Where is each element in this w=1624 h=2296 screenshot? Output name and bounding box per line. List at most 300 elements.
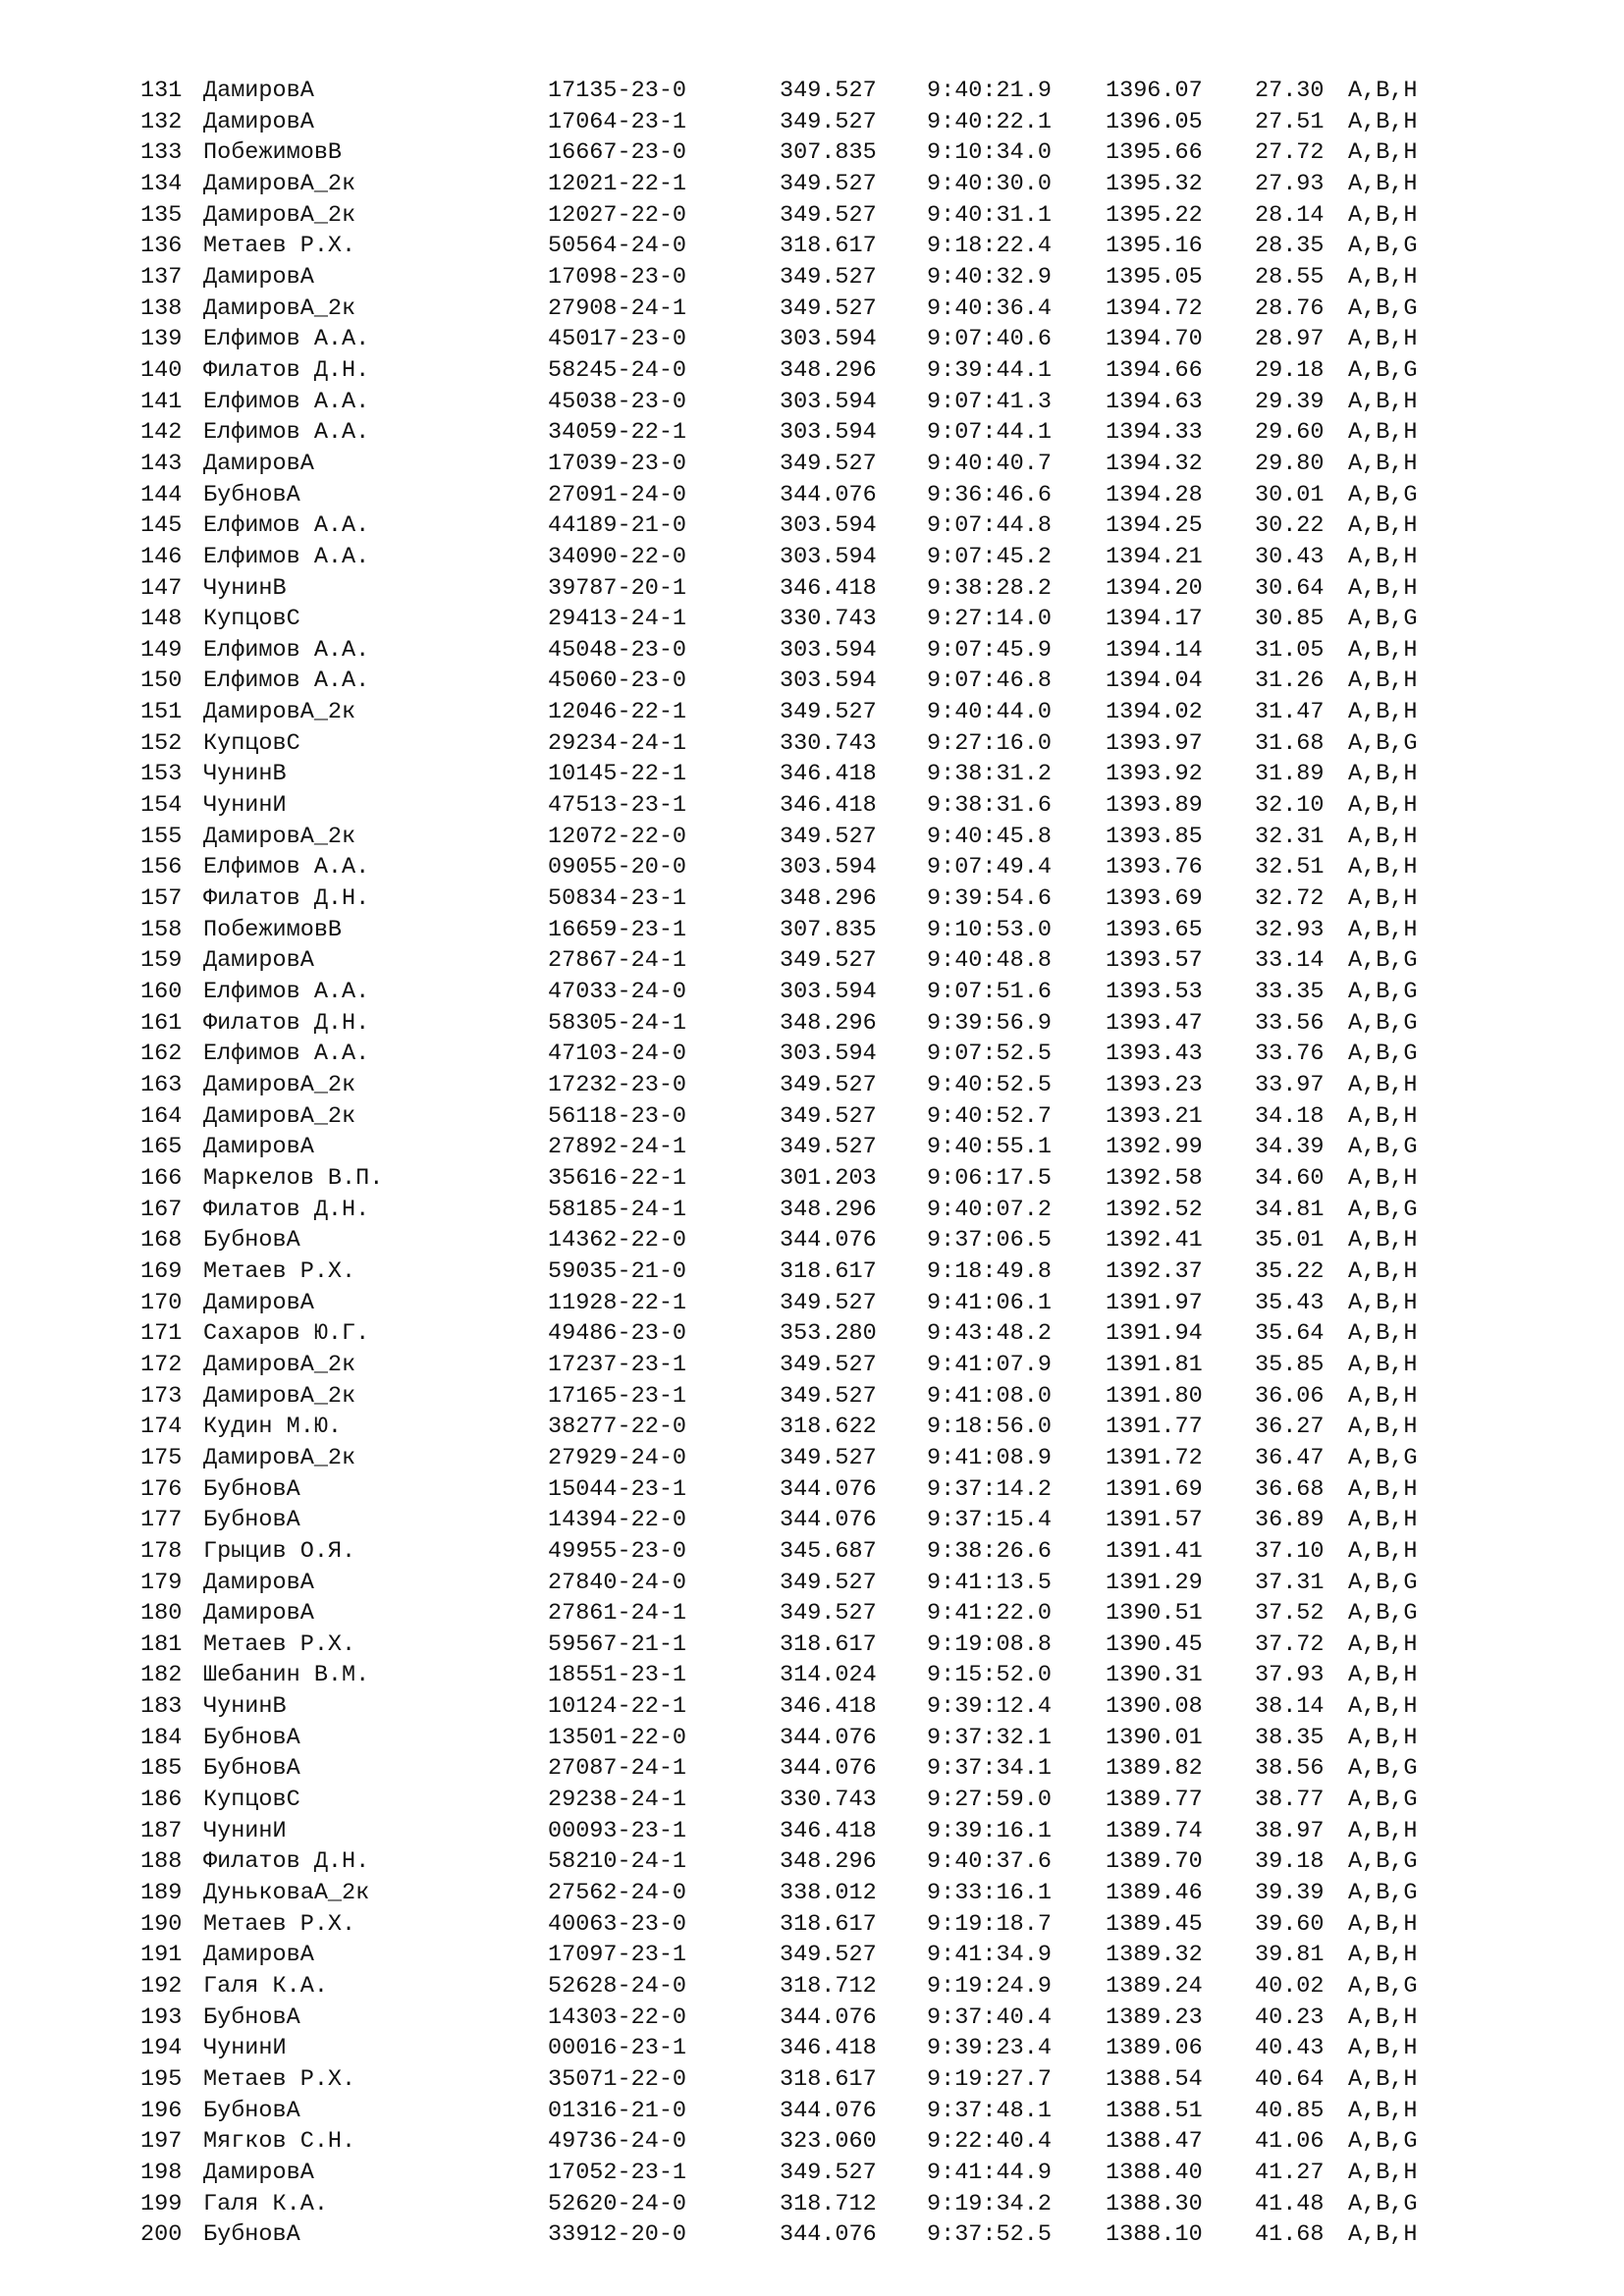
- arrival-time: 9:07:46.8: [927, 667, 1052, 695]
- arrival-time: 9:40:45.8: [927, 823, 1052, 850]
- distance: 349.527: [780, 823, 877, 850]
- place-number: 196: [140, 2097, 183, 2124]
- fancier-name: ДамировА: [203, 450, 314, 477]
- speed: 1393.89: [1106, 792, 1203, 820]
- place-number: 182: [140, 1662, 183, 1689]
- points: 30.85: [1255, 606, 1325, 633]
- result-row: [140, 510, 1535, 542]
- ring-number: 56118-23-0: [548, 1102, 687, 1130]
- points: 33.35: [1255, 979, 1325, 1006]
- arrival-time: 9:39:23.4: [927, 2035, 1052, 2062]
- ring-number: 15044-23-1: [548, 1475, 687, 1503]
- ring-number: 29234-24-1: [548, 729, 687, 757]
- speed: 1393.76: [1106, 854, 1203, 881]
- ring-number: 09055-20-0: [548, 854, 687, 881]
- result-row: [140, 1195, 1535, 1226]
- fancier-name: ПобежимовВ: [203, 139, 343, 167]
- ring-number: 35616-22-1: [548, 1164, 687, 1192]
- groups: A,B,H: [1348, 636, 1418, 664]
- ring-number: 34090-22-0: [548, 543, 687, 570]
- fancier-name: ЧунинВ: [203, 574, 287, 602]
- fancier-name: ДамировА_2к: [203, 1444, 356, 1471]
- groups: A,B,G: [1348, 1196, 1418, 1223]
- groups: A,B,H: [1348, 1320, 1418, 1348]
- speed: 1394.66: [1106, 356, 1203, 384]
- arrival-time: 9:10:53.0: [927, 916, 1052, 943]
- result-row: [140, 1598, 1535, 1629]
- points: 27.51: [1255, 108, 1325, 135]
- ring-number: 00016-23-1: [548, 2035, 687, 2062]
- ring-number: 58210-24-1: [548, 1848, 687, 1876]
- arrival-time: 9:38:28.2: [927, 574, 1052, 602]
- arrival-time: 9:07:44.8: [927, 512, 1052, 540]
- groups: A,B,H: [1348, 916, 1418, 943]
- groups: A,B,G: [1348, 356, 1418, 384]
- arrival-time: 9:40:07.2: [927, 1196, 1052, 1223]
- groups: A,B,G: [1348, 1848, 1418, 1876]
- distance: 303.594: [780, 1041, 877, 1068]
- distance: 303.594: [780, 667, 877, 695]
- result-row: [140, 945, 1535, 977]
- result-row: [140, 1909, 1535, 1941]
- fancier-name: ДамировА: [203, 263, 314, 291]
- groups: A,B,G: [1348, 947, 1418, 975]
- place-number: 200: [140, 2221, 183, 2249]
- fancier-name: КупцовС: [203, 729, 300, 757]
- fancier-name: БубновА: [203, 2003, 300, 2031]
- place-number: 154: [140, 792, 183, 820]
- distance: 307.835: [780, 916, 877, 943]
- distance: 349.527: [780, 1102, 877, 1130]
- speed: 1394.28: [1106, 481, 1203, 508]
- distance: 344.076: [780, 1755, 877, 1783]
- fancier-name: ДамировА: [203, 108, 314, 135]
- arrival-time: 9:37:15.4: [927, 1507, 1052, 1534]
- arrival-time: 9:37:48.1: [927, 2097, 1052, 2124]
- points: 31.05: [1255, 636, 1325, 664]
- result-row: [140, 2189, 1535, 2220]
- distance: 349.527: [780, 450, 877, 477]
- arrival-time: 9:40:32.9: [927, 263, 1052, 291]
- ring-number: 18551-23-1: [548, 1662, 687, 1689]
- result-row: [140, 1753, 1535, 1785]
- groups: A,B,H: [1348, 2035, 1418, 2062]
- distance: 318.617: [780, 1910, 877, 1938]
- fancier-name: Елфимов А.А.: [203, 1041, 370, 1068]
- groups: A,B,H: [1348, 1351, 1418, 1378]
- result-row: [140, 1008, 1535, 1040]
- arrival-time: 9:40:48.8: [927, 947, 1052, 975]
- groups: A,B,H: [1348, 885, 1418, 913]
- points: 33.14: [1255, 947, 1325, 975]
- result-row: [140, 1660, 1535, 1691]
- fancier-name: Елфимов А.А.: [203, 388, 370, 415]
- points: 27.93: [1255, 170, 1325, 197]
- groups: A,B,G: [1348, 1880, 1418, 1907]
- speed: 1389.77: [1106, 1787, 1203, 1814]
- place-number: 145: [140, 512, 183, 540]
- arrival-time: 9:18:22.4: [927, 233, 1052, 260]
- speed: 1391.80: [1106, 1382, 1203, 1410]
- speed: 1391.72: [1106, 1444, 1203, 1471]
- place-number: 157: [140, 885, 183, 913]
- distance: 349.527: [780, 1942, 877, 1969]
- fancier-name: БубновА: [203, 1755, 300, 1783]
- distance: 344.076: [780, 1507, 877, 1534]
- groups: A,B,H: [1348, 1414, 1418, 1441]
- result-row: [140, 542, 1535, 573]
- groups: A,B,H: [1348, 1537, 1418, 1565]
- groups: A,B,H: [1348, 1227, 1418, 1255]
- distance: 330.743: [780, 606, 877, 633]
- points: 39.39: [1255, 1880, 1325, 1907]
- ring-number: 33912-20-0: [548, 2221, 687, 2249]
- groups: A,B,H: [1348, 854, 1418, 881]
- speed: 1392.41: [1106, 1227, 1203, 1255]
- arrival-time: 9:38:31.6: [927, 792, 1052, 820]
- points: 28.55: [1255, 263, 1325, 291]
- speed: 1389.82: [1106, 1755, 1203, 1783]
- fancier-name: КупцовС: [203, 1787, 300, 1814]
- place-number: 178: [140, 1537, 183, 1565]
- ring-number: 35071-22-0: [548, 2066, 687, 2093]
- fancier-name: ДамировА_2к: [203, 294, 356, 322]
- speed: 1394.14: [1106, 636, 1203, 664]
- fancier-name: Филатов Д.Н.: [203, 1848, 370, 1876]
- results-list: [140, 76, 1535, 2251]
- arrival-time: 9:19:18.7: [927, 1910, 1052, 1938]
- result-row: [140, 1474, 1535, 1506]
- distance: 338.012: [780, 1880, 877, 1907]
- speed: 1394.33: [1106, 419, 1203, 447]
- fancier-name: БубновА: [203, 1507, 300, 1534]
- result-row: [140, 294, 1535, 325]
- ring-number: 49955-23-0: [548, 1537, 687, 1565]
- place-number: 192: [140, 1973, 183, 2001]
- place-number: 150: [140, 667, 183, 695]
- result-row: [140, 387, 1535, 418]
- points: 28.35: [1255, 233, 1325, 260]
- speed: 1394.21: [1106, 543, 1203, 570]
- points: 33.56: [1255, 1009, 1325, 1037]
- arrival-time: 9:43:48.2: [927, 1320, 1052, 1348]
- place-number: 161: [140, 1009, 183, 1037]
- groups: A,B,H: [1348, 1072, 1418, 1098]
- ring-number: 52620-24-0: [548, 2190, 687, 2217]
- speed: 1394.04: [1106, 667, 1203, 695]
- distance: 318.617: [780, 1630, 877, 1658]
- fancier-name: Филатов Д.Н.: [203, 885, 370, 913]
- points: 36.68: [1255, 1475, 1325, 1503]
- place-number: 152: [140, 729, 183, 757]
- fancier-name: БубновА: [203, 1475, 300, 1503]
- distance: 349.527: [780, 170, 877, 197]
- distance: 323.060: [780, 2128, 877, 2156]
- fancier-name: ДамировА: [203, 2159, 314, 2186]
- fancier-name: ДуньковаА_2к: [203, 1880, 370, 1907]
- ring-number: 45048-23-0: [548, 636, 687, 664]
- groups: A,B,H: [1348, 1910, 1418, 1938]
- result-row: [140, 1132, 1535, 1163]
- groups: A,B,H: [1348, 263, 1418, 291]
- points: 40.64: [1255, 2066, 1325, 2093]
- distance: 318.622: [780, 1414, 877, 1441]
- place-number: 140: [140, 356, 183, 384]
- result-row: [140, 2064, 1535, 2096]
- distance: 303.594: [780, 388, 877, 415]
- distance: 349.527: [780, 1444, 877, 1471]
- points: 35.85: [1255, 1351, 1325, 1378]
- points: 35.64: [1255, 1320, 1325, 1348]
- speed: 1389.32: [1106, 1942, 1203, 1969]
- result-row: [140, 728, 1535, 760]
- arrival-time: 9:37:32.1: [927, 1724, 1052, 1751]
- place-number: 141: [140, 388, 183, 415]
- speed: 1390.51: [1106, 1600, 1203, 1628]
- fancier-name: ДамировА_2к: [203, 823, 356, 850]
- result-row: [140, 2219, 1535, 2251]
- groups: A,B,G: [1348, 729, 1418, 757]
- points: 31.68: [1255, 729, 1325, 757]
- ring-number: 29413-24-1: [548, 606, 687, 633]
- distance: 349.527: [780, 699, 877, 726]
- result-row: [140, 231, 1535, 262]
- distance: 301.203: [780, 1164, 877, 1192]
- result-row: [140, 2158, 1535, 2189]
- points: 38.14: [1255, 1693, 1325, 1721]
- speed: 1393.85: [1106, 823, 1203, 850]
- place-number: 136: [140, 233, 183, 260]
- fancier-name: Шебанин В.М.: [203, 1662, 370, 1689]
- distance: 353.280: [780, 1320, 877, 1348]
- fancier-name: ДамировА: [203, 947, 314, 975]
- speed: 1389.06: [1106, 2035, 1203, 2062]
- points: 38.56: [1255, 1755, 1325, 1783]
- distance: 349.527: [780, 1382, 877, 1410]
- fancier-name: Грыцив О.Я.: [203, 1537, 356, 1565]
- arrival-time: 9:18:56.0: [927, 1414, 1052, 1441]
- arrival-time: 9:40:40.7: [927, 450, 1052, 477]
- groups: A,B,G: [1348, 1134, 1418, 1161]
- ring-number: 47103-24-0: [548, 1041, 687, 1068]
- result-row: [140, 1412, 1535, 1443]
- fancier-name: Елфимов А.А.: [203, 326, 370, 353]
- place-number: 199: [140, 2190, 183, 2217]
- arrival-time: 9:38:26.6: [927, 1537, 1052, 1565]
- fancier-name: ДамировА: [203, 1600, 314, 1628]
- fancier-name: Метаев Р.Х.: [203, 233, 356, 260]
- speed: 1388.47: [1106, 2128, 1203, 2156]
- result-row: [140, 977, 1535, 1008]
- place-number: 186: [140, 1787, 183, 1814]
- points: 35.22: [1255, 1257, 1325, 1285]
- arrival-time: 9:07:52.5: [927, 1041, 1052, 1068]
- result-row: [140, 1816, 1535, 1847]
- arrival-time: 9:41:08.9: [927, 1444, 1052, 1471]
- points: 36.89: [1255, 1507, 1325, 1534]
- place-number: 195: [140, 2066, 183, 2093]
- points: 37.10: [1255, 1537, 1325, 1565]
- points: 40.43: [1255, 2035, 1325, 2062]
- ring-number: 27087-24-1: [548, 1755, 687, 1783]
- result-row: [140, 1878, 1535, 1909]
- distance: 307.835: [780, 139, 877, 167]
- ring-number: 10145-22-1: [548, 761, 687, 788]
- groups: A,B,H: [1348, 792, 1418, 820]
- ring-number: 12072-22-0: [548, 823, 687, 850]
- groups: A,B,H: [1348, 699, 1418, 726]
- arrival-time: 9:40:21.9: [927, 78, 1052, 104]
- speed: 1391.29: [1106, 1569, 1203, 1596]
- speed: 1393.23: [1106, 1072, 1203, 1098]
- groups: A,B,H: [1348, 1662, 1418, 1689]
- distance: 349.527: [780, 1289, 877, 1316]
- distance: 349.527: [780, 294, 877, 322]
- speed: 1388.51: [1106, 2097, 1203, 2124]
- speed: 1393.43: [1106, 1041, 1203, 1068]
- fancier-name: Метаев Р.Х.: [203, 2066, 356, 2093]
- arrival-time: 9:39:44.1: [927, 356, 1052, 384]
- groups: A,B,H: [1348, 326, 1418, 353]
- distance: 303.594: [780, 512, 877, 540]
- fancier-name: БубновА: [203, 481, 300, 508]
- groups: A,B,G: [1348, 979, 1418, 1006]
- points: 35.43: [1255, 1289, 1325, 1316]
- distance: 349.527: [780, 201, 877, 229]
- arrival-time: 9:39:12.4: [927, 1693, 1052, 1721]
- arrival-time: 9:19:24.9: [927, 1973, 1052, 2001]
- speed: 1395.32: [1106, 170, 1203, 197]
- ring-number: 12021-22-1: [548, 170, 687, 197]
- points: 40.23: [1255, 2003, 1325, 2031]
- groups: A,B,H: [1348, 2221, 1418, 2249]
- arrival-time: 9:40:55.1: [927, 1134, 1052, 1161]
- result-row: [140, 449, 1535, 480]
- ring-number: 50564-24-0: [548, 233, 687, 260]
- distance: 346.418: [780, 792, 877, 820]
- groups: A,B,H: [1348, 1382, 1418, 1410]
- groups: A,B,H: [1348, 1257, 1418, 1285]
- fancier-name: ДамировА: [203, 1569, 314, 1596]
- arrival-time: 9:06:17.5: [927, 1164, 1052, 1192]
- distance: 303.594: [780, 854, 877, 881]
- place-number: 151: [140, 699, 183, 726]
- points: 38.77: [1255, 1787, 1325, 1814]
- fancier-name: ДамировА_2к: [203, 1351, 356, 1378]
- groups: A,B,G: [1348, 1041, 1418, 1068]
- arrival-time: 9:07:44.1: [927, 419, 1052, 447]
- points: 33.97: [1255, 1072, 1325, 1098]
- points: 37.72: [1255, 1630, 1325, 1658]
- arrival-time: 9:22:40.4: [927, 2128, 1052, 2156]
- fancier-name: Филатов Д.Н.: [203, 1196, 370, 1223]
- distance: 318.712: [780, 2190, 877, 2217]
- ring-number: 59567-21-1: [548, 1630, 687, 1658]
- speed: 1389.23: [1106, 2003, 1203, 2031]
- place-number: 180: [140, 1600, 183, 1628]
- speed: 1394.20: [1106, 574, 1203, 602]
- groups: A,B,H: [1348, 512, 1418, 540]
- points: 29.39: [1255, 388, 1325, 415]
- ring-number: 50834-23-1: [548, 885, 687, 913]
- ring-number: 27091-24-0: [548, 481, 687, 508]
- fancier-name: Метаев Р.Х.: [203, 1910, 356, 1938]
- distance: 303.594: [780, 419, 877, 447]
- place-number: 135: [140, 201, 183, 229]
- distance: 346.418: [780, 1817, 877, 1844]
- arrival-time: 9:19:34.2: [927, 2190, 1052, 2217]
- arrival-time: 9:40:31.1: [927, 201, 1052, 229]
- groups: A,B,H: [1348, 108, 1418, 135]
- groups: A,B,G: [1348, 1444, 1418, 1471]
- points: 32.31: [1255, 823, 1325, 850]
- result-row: [140, 790, 1535, 822]
- distance: 303.594: [780, 326, 877, 353]
- fancier-name: КупцовС: [203, 606, 300, 633]
- speed: 1394.72: [1106, 294, 1203, 322]
- ring-number: 01316-21-0: [548, 2097, 687, 2124]
- place-number: 148: [140, 606, 183, 633]
- place-number: 171: [140, 1320, 183, 1348]
- groups: A,B,H: [1348, 574, 1418, 602]
- ring-number: 58245-24-0: [548, 356, 687, 384]
- distance: 318.617: [780, 2066, 877, 2093]
- distance: 318.617: [780, 1257, 877, 1285]
- place-number: 169: [140, 1257, 183, 1285]
- points: 34.18: [1255, 1102, 1325, 1130]
- speed: 1388.54: [1106, 2066, 1203, 2093]
- groups: A,B,H: [1348, 139, 1418, 167]
- place-number: 168: [140, 1227, 183, 1255]
- place-number: 176: [140, 1475, 183, 1503]
- ring-number: 49736-24-0: [548, 2128, 687, 2156]
- ring-number: 17232-23-0: [548, 1072, 687, 1098]
- result-row: [140, 759, 1535, 790]
- speed: 1388.40: [1106, 2159, 1203, 2186]
- distance: 349.527: [780, 78, 877, 104]
- result-row: [140, 1971, 1535, 2002]
- ring-number: 12027-22-0: [548, 201, 687, 229]
- place-number: 153: [140, 761, 183, 788]
- groups: A,B,H: [1348, 543, 1418, 570]
- place-number: 193: [140, 2003, 183, 2031]
- result-row: [140, 324, 1535, 355]
- arrival-time: 9:19:27.7: [927, 2066, 1052, 2093]
- fancier-name: ЧунинИ: [203, 1817, 287, 1844]
- place-number: 187: [140, 1817, 183, 1844]
- points: 32.72: [1255, 885, 1325, 913]
- points: 41.48: [1255, 2190, 1325, 2217]
- speed: 1394.17: [1106, 606, 1203, 633]
- place-number: 181: [140, 1630, 183, 1658]
- result-row: [140, 1070, 1535, 1101]
- groups: A,B,G: [1348, 233, 1418, 260]
- fancier-name: ДамировА_2к: [203, 1072, 356, 1098]
- speed: 1391.41: [1106, 1537, 1203, 1565]
- groups: A,B,G: [1348, 1009, 1418, 1037]
- speed: 1390.08: [1106, 1693, 1203, 1721]
- arrival-time: 9:10:34.0: [927, 139, 1052, 167]
- arrival-time: 9:40:36.4: [927, 294, 1052, 322]
- speed: 1390.31: [1106, 1662, 1203, 1689]
- points: 41.27: [1255, 2159, 1325, 2186]
- place-number: 137: [140, 263, 183, 291]
- result-row: [140, 2002, 1535, 2034]
- place-number: 143: [140, 450, 183, 477]
- distance: 344.076: [780, 1475, 877, 1503]
- fancier-name: Елфимов А.А.: [203, 543, 370, 570]
- arrival-time: 9:41:07.9: [927, 1351, 1052, 1378]
